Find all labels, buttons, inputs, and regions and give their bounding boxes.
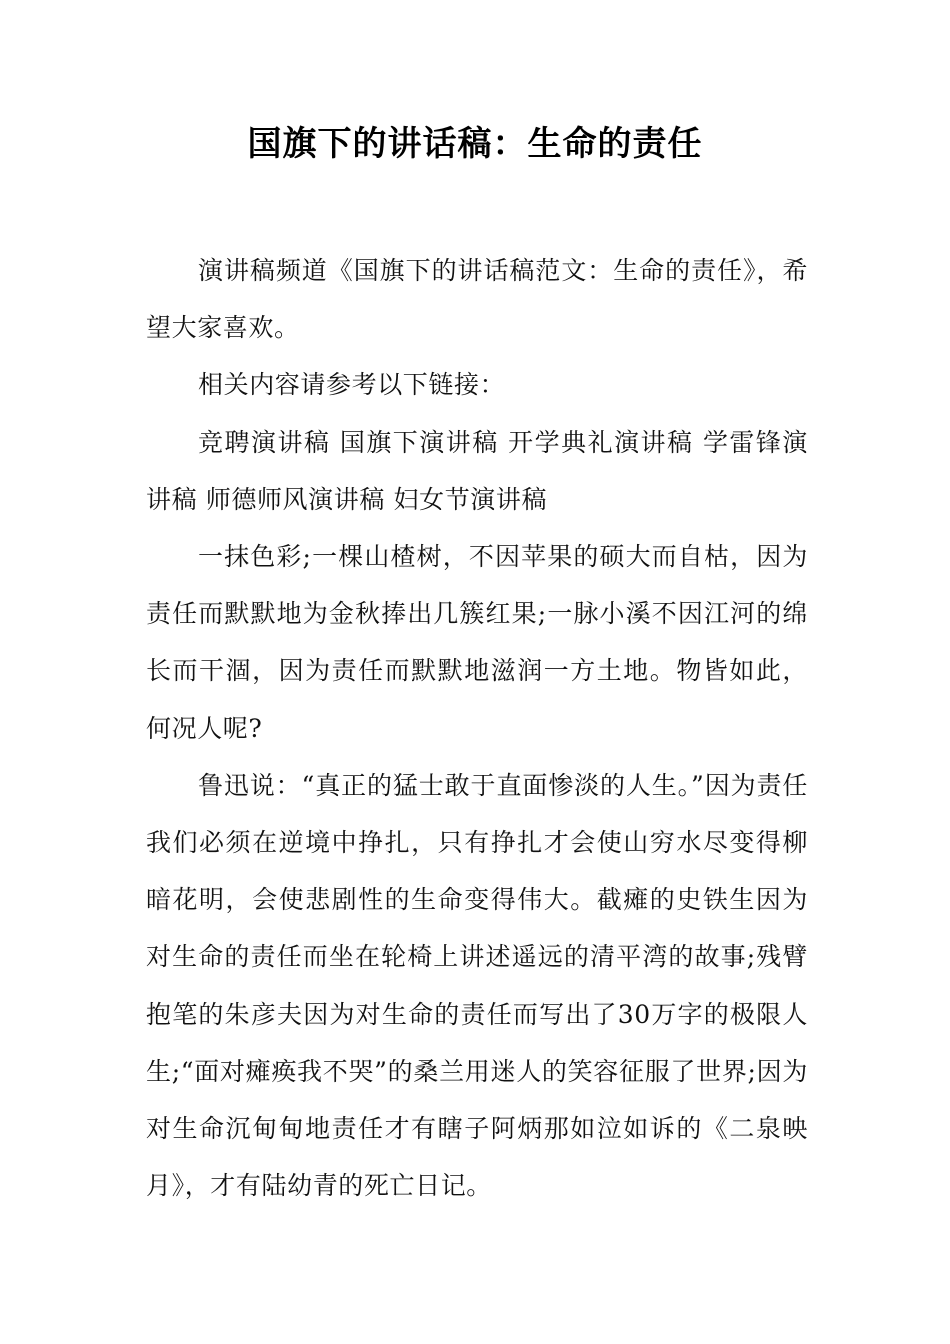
paragraph-luxun: 鲁迅说：“真正的猛士敢于直面惨淡的人生。”因为责任我们必须在逆境中挣扎，只有挣扎才会使山穷水尽变得柳暗花明，会使悲剧性的生命变得伟大。截瘫的史铁生因为对生命的责任而坐在轮椅上讲述遥远的清平湾的故事;残臂抱笔的朱彦夫因为对生命的责任而写出了30万字的极限人生;“面对瘫痪我不哭”的桑兰用迷人的笑容征服了世界;因为对生命沉甸甸地责任才有瞎子阿炳那如泣如诉的《二泉映月》，才有陆幼青的死亡日记。	[146, 770, 808, 1201]
paragraph-related-links-label: 相关内容请参考以下链接：	[198, 370, 506, 400]
paragraph-related-links: 竞聘演讲稿 国旗下演讲稿 开学典礼演讲稿 学雷锋演讲稿 师德师风演讲稿 妇女节演讲稿	[146, 427, 808, 514]
paragraph-hawthorn: 一抹色彩;一棵山楂树，不因苹果的硕大而自枯，因为责任而默默地为金秋捧出几簇红果;一脉小溪不因江河的绵长而干涸，因为责任而默默地滋润一方土地。物皆如此，何况人呢?	[146, 542, 808, 743]
document-title: 国旗下的讲话稿：生命的责任	[247, 124, 703, 164]
document-body	[146, 242, 808, 1214]
paragraph-intro: 演讲稿频道《国旗下的讲话稿范文：生命的责任》，希望大家喜欢。	[146, 256, 808, 343]
